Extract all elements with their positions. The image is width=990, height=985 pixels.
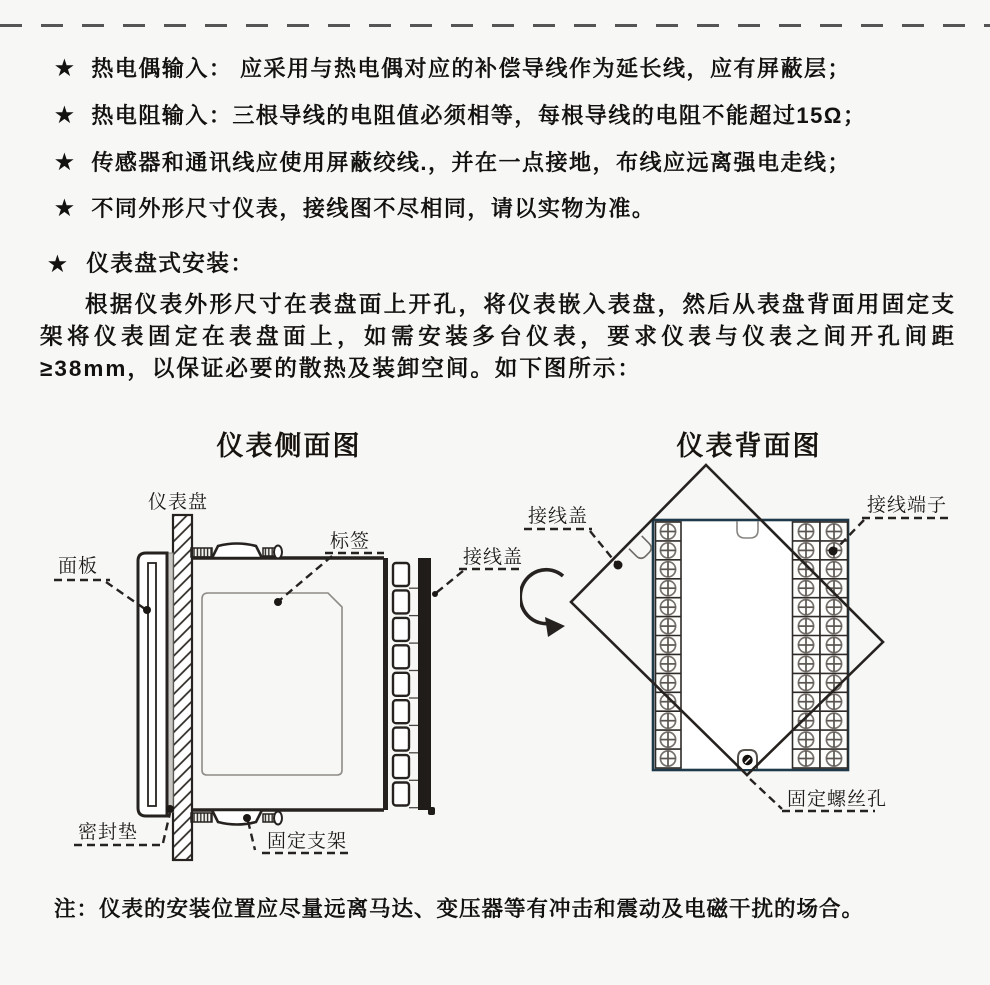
bullet-rtd [55, 104, 965, 129]
back-view-title: 仪表背面图 [676, 431, 822, 461]
fixing-screw-hole [738, 750, 757, 769]
install-paragraph: 根据仪表外形尺寸在表盘面上开孔，将仪表嵌入表盘，然后从表盘背面用固定支架将仪表固定在表盘面上，如需安装多台仪表，要求仪表与仪表之间开孔间距≥38mm，以保证必要的散热及装卸空间。如下图所示： [40, 292, 956, 381]
rotation-arrow-icon [520, 570, 565, 637]
bullet-text: 热电阻输入：三根导线的电阻值必须相等，每根导线的电阻不能超过15Ω； [91, 103, 867, 128]
label-gasket: 密封垫 [78, 822, 139, 843]
leader-dot [243, 814, 251, 822]
side-view-diagram [40, 470, 530, 880]
installation-note: 注：仪表的安装位置应尽量远离马达、变压器等有冲击和震动及电磁干扰的场合。 [54, 897, 865, 921]
label-wiring-cover-back: 接线盖 [528, 506, 589, 527]
star-icon: ★ [55, 151, 76, 174]
star-icon: ★ [55, 57, 76, 80]
leader-dot [166, 805, 174, 813]
terminal-ladder [383, 558, 418, 810]
star-icon: ★ [55, 104, 76, 127]
front-bezel [138, 553, 167, 816]
label-sticker [202, 593, 342, 775]
section-heading-panel-install [48, 246, 254, 278]
terminal-panel [653, 520, 848, 770]
label-panel-board: 仪表盘 [148, 492, 209, 513]
star-icon: ★ [55, 197, 76, 220]
leader-dot [432, 591, 438, 597]
bullet-shielded-wire [55, 151, 965, 176]
mounting-bracket-top [191, 544, 282, 559]
label-bracket: 固定支架 [267, 831, 348, 852]
mounting-bracket-bottom [191, 810, 282, 825]
section-title: 仪表盘式安装： [86, 251, 255, 276]
bullet-text: 热电偶输入： 应采用与热电偶对应的补偿导线作为延长线，应有屏蔽层； [91, 56, 851, 81]
label-sticker-text: 标签 [330, 531, 371, 552]
page-top-dashed-rule [0, 24, 990, 27]
back-view-diagram [520, 460, 950, 815]
label-terminal: 接线端子 [867, 495, 948, 516]
leader-dot [829, 547, 838, 556]
label-front-panel: 面板 [58, 556, 99, 577]
bullet-text: 传感器和通讯线应使用屏蔽绞线.，并在一点接地，布线应远离强电走线； [91, 150, 851, 175]
leader-dot [614, 561, 623, 570]
wiring-cover-bar [418, 558, 435, 815]
bullet-dimensions [55, 197, 965, 222]
bezel-slot [148, 563, 156, 806]
bullet-text: 不同外形尺寸仪表，接线图不尽相同，请以实物为准。 [91, 196, 656, 221]
panel-wall [173, 515, 192, 860]
star-icon: ★ [48, 253, 69, 276]
label-screw-hole: 固定螺丝孔 [787, 789, 888, 810]
label-wiring-cover-side: 接线盖 [463, 547, 524, 568]
leader-dot [143, 606, 151, 614]
instrument-body [192, 558, 384, 810]
side-view-title: 仪表侧面图 [216, 431, 362, 461]
leader-dot [274, 598, 282, 606]
bullet-thermocouple [55, 57, 965, 82]
